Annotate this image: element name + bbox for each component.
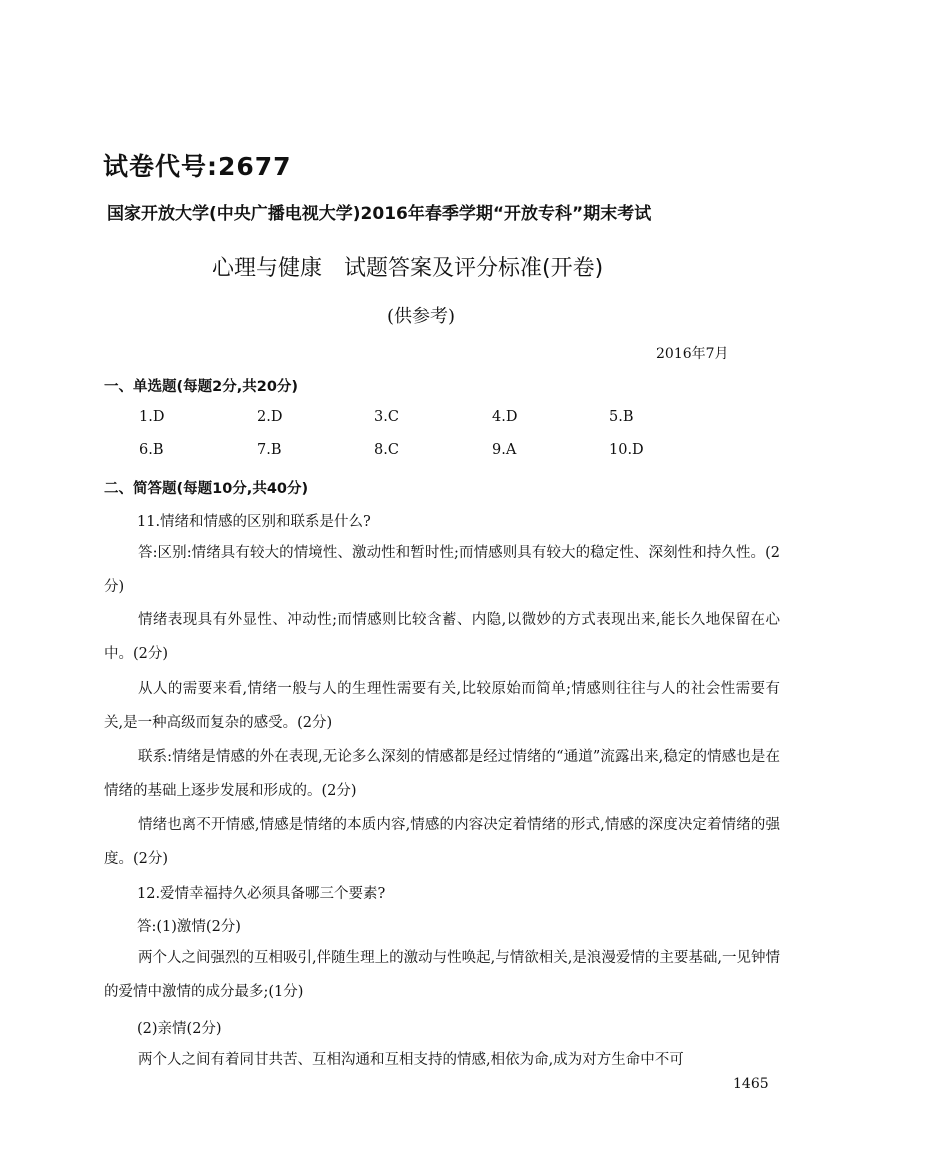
answer-1: 1.D [139,409,165,425]
answer-7: 7.B [257,442,282,458]
q12-answer-p1: 两个人之间强烈的互相吸引,伴随生理上的激动与性唤起,与情欲相关,是浪漫爱情的主要基础,一见钟情的爱情中激情的成分最多;(1分) [104,950,780,1000]
answer-2: 2.D [257,409,283,425]
answer-10: 10.D [609,442,644,458]
q11-answer-p3: 从人的需要来看,情绪一般与人的生理性需要有关,比较原始而简单;情感则往往与人的社会性需要有关,是一种高级而复杂的感受。(2分) [104,681,780,731]
q11-answer-p4: 联系:情绪是情感的外在表现,无论多么深刻的情感都是经过情绪的“通道”流露出来,稳定的情感也是在情绪的基础上逐步发展和形成的。(2分) [104,749,780,799]
q11-answer-p1: 答:区别:情绪具有较大的情境性、激动性和暂时性;而情感则具有较大的稳定性、深刻性和持久性。(2分) [104,545,780,595]
answer-9: 9.A [492,442,517,458]
reference-note: (供参考) [387,306,456,327]
answer-5: 5.B [609,409,634,425]
q11-answer-p5: 情绪也离不开情感,情感是情绪的本质内容,情感的内容决定着情绪的形式,情感的深度决定着情绪的强度。(2分) [104,817,780,867]
q11-answer-p2: 情绪表现具有外显性、冲动性;而情感则比较含蓄、内隐,以微妙的方式表现出来,能长久地保留在心中。(2分) [104,612,780,662]
question-12: 12.爱情幸福持久必须具备哪三个要素? [137,886,386,902]
section2-heading: 二、简答题(每题10分,共40分) [104,481,309,497]
q12-answer-p2: 两个人之间有着同甘共苦、互相沟通和互相支持的情感,相依为命,成为对方生命中不可 [138,1052,684,1068]
answer-8: 8.C [374,442,399,458]
q12-answer-1: 答:(1)激情(2分) [137,919,241,935]
exam-date: 2016年7月 [656,346,729,362]
answer-6: 6.B [139,442,164,458]
page-number: 1465 [733,1076,769,1092]
q12-answer-2: (2)亲情(2分) [137,1021,222,1037]
answer-3: 3.C [374,409,399,425]
section1-heading: 一、单选题(每题2分,共20分) [104,379,299,395]
exam-university-line: 国家开放大学(中央广播电视大学)2016年春季学期“开放专科”期末考试 [107,204,652,224]
answer-4: 4.D [492,409,518,425]
question-11: 11.情绪和情感的区别和联系是什么? [137,514,371,530]
page-title: 心理与健康 试题答案及评分标准(开卷) [212,256,604,281]
paper-code: 试卷代号:2677 [103,152,292,181]
